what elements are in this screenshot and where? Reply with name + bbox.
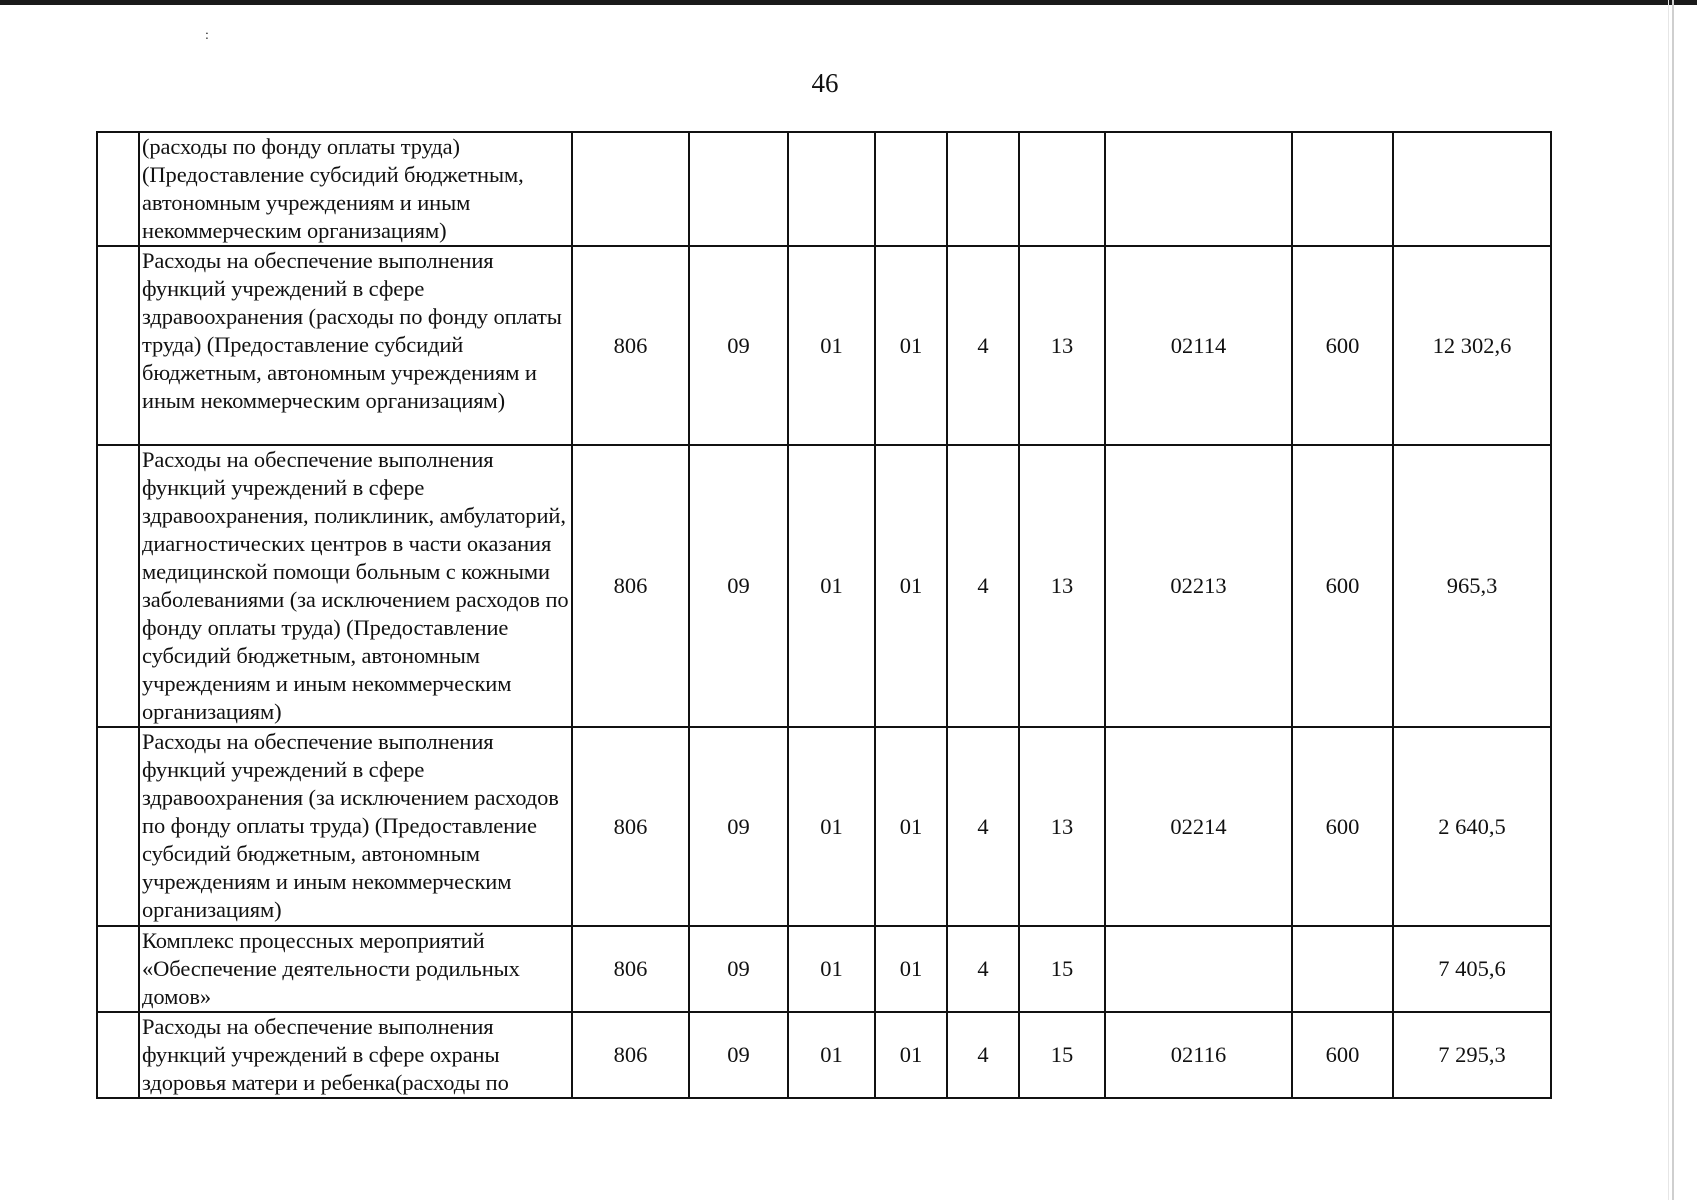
subprogram-cell: 4	[947, 926, 1019, 1012]
description-cell: Расходы на обеспечение выполнения функций учреждений в сфере здравоохранения (расходы по фонду оплаты труда) (Предоставление субсидий бюджетным, автономным учреждениям и иным некоммерческим организациям)	[139, 246, 572, 445]
ministry-code-cell: 806	[572, 926, 689, 1012]
expense-type-cell	[1292, 132, 1393, 246]
description-cell: Расходы на обеспечение выполнения функций учреждений в сфере здравоохранения (за исключением расходов по фонду оплаты труда) (Предоставление субсидий бюджетным, автономным учреждениям и иным некоммерческим организациям)	[139, 727, 572, 926]
subprogram-cell	[947, 132, 1019, 246]
page-number: 46	[811, 68, 839, 98]
section-cell: 09	[689, 1012, 788, 1098]
direction-code-cell	[1105, 926, 1292, 1012]
table-row	[97, 926, 1551, 1012]
row-number-cell	[97, 727, 139, 926]
section-cell	[689, 132, 788, 246]
amount-cell: 2 640,5	[1393, 727, 1551, 926]
scan-border-right	[1672, 0, 1674, 1200]
subsection-cell: 01	[788, 246, 875, 445]
event-cell: 13	[1019, 727, 1105, 926]
subprogram-cell: 4	[947, 1012, 1019, 1098]
budget-table	[96, 131, 1552, 1099]
amount-cell: 7 295,3	[1393, 1012, 1551, 1098]
table-row	[97, 1012, 1551, 1098]
expense-type-cell	[1292, 926, 1393, 1012]
ministry-code-cell	[572, 132, 689, 246]
event-cell	[1019, 132, 1105, 246]
direction-code-cell	[1105, 132, 1292, 246]
subprogram-cell: 4	[947, 727, 1019, 926]
row-number-cell	[97, 246, 139, 445]
table-row	[97, 727, 1551, 926]
program-cell: 01	[875, 727, 947, 926]
stray-mark: :	[205, 28, 209, 43]
event-cell: 13	[1019, 445, 1105, 727]
program-cell	[875, 132, 947, 246]
section-cell: 09	[689, 246, 788, 445]
program-cell: 01	[875, 445, 947, 727]
section-cell: 09	[689, 727, 788, 926]
expense-type-cell: 600	[1292, 246, 1393, 445]
subsection-cell	[788, 132, 875, 246]
scan-border-right-inner	[1668, 0, 1669, 1200]
event-cell: 15	[1019, 1012, 1105, 1098]
row-number-cell	[97, 132, 139, 246]
subprogram-cell: 4	[947, 246, 1019, 445]
program-cell: 01	[875, 1012, 947, 1098]
description-cell: (расходы по фонду оплаты труда) (Предоставление субсидий бюджетным, автономным учреждениям и иным некоммерческим организациям)	[139, 132, 572, 246]
ministry-code-cell: 806	[572, 445, 689, 727]
amount-cell: 965,3	[1393, 445, 1551, 727]
description-cell: Расходы на обеспечение выполнения функций учреждений в сфере здравоохранения, поликлиник, амбулаторий, диагностических центров в части оказания медицинской помощи больным с кожными заболеваниями (за исключением расходов по фонду оплаты труда) (Предоставление субсидий бюджетным, автономным учреждениям и иным некоммерческим организациям)	[139, 445, 572, 727]
amount-cell: 12 302,6	[1393, 246, 1551, 445]
description-cell: Комплекс процессных мероприятий «Обеспечение деятельности родильных домов»	[139, 926, 572, 1012]
row-number-cell	[97, 445, 139, 727]
table-row	[97, 132, 1551, 246]
direction-code-cell: 02213	[1105, 445, 1292, 727]
expense-type-cell: 600	[1292, 445, 1393, 727]
direction-code-cell: 02116	[1105, 1012, 1292, 1098]
event-cell: 15	[1019, 926, 1105, 1012]
section-cell: 09	[689, 926, 788, 1012]
amount-cell: 7 405,6	[1393, 926, 1551, 1012]
row-number-cell	[97, 1012, 139, 1098]
description-cell: Расходы на обеспечение выполнения функций учреждений в сфере охраны здоровья матери и ребенка(расходы по	[139, 1012, 572, 1098]
event-cell: 13	[1019, 246, 1105, 445]
table-row	[97, 246, 1551, 445]
ministry-code-cell: 806	[572, 246, 689, 445]
expense-type-cell: 600	[1292, 727, 1393, 926]
scan-border-top	[0, 0, 1697, 5]
section-cell: 09	[689, 445, 788, 727]
subsection-cell: 01	[788, 1012, 875, 1098]
program-cell: 01	[875, 246, 947, 445]
direction-code-cell: 02114	[1105, 246, 1292, 445]
subsection-cell: 01	[788, 445, 875, 727]
expense-type-cell: 600	[1292, 1012, 1393, 1098]
ministry-code-cell: 806	[572, 1012, 689, 1098]
subsection-cell: 01	[788, 727, 875, 926]
table-row	[97, 445, 1551, 727]
amount-cell	[1393, 132, 1551, 246]
ministry-code-cell: 806	[572, 727, 689, 926]
subprogram-cell: 4	[947, 445, 1019, 727]
program-cell: 01	[875, 926, 947, 1012]
subsection-cell: 01	[788, 926, 875, 1012]
row-number-cell	[97, 926, 139, 1012]
direction-code-cell: 02214	[1105, 727, 1292, 926]
